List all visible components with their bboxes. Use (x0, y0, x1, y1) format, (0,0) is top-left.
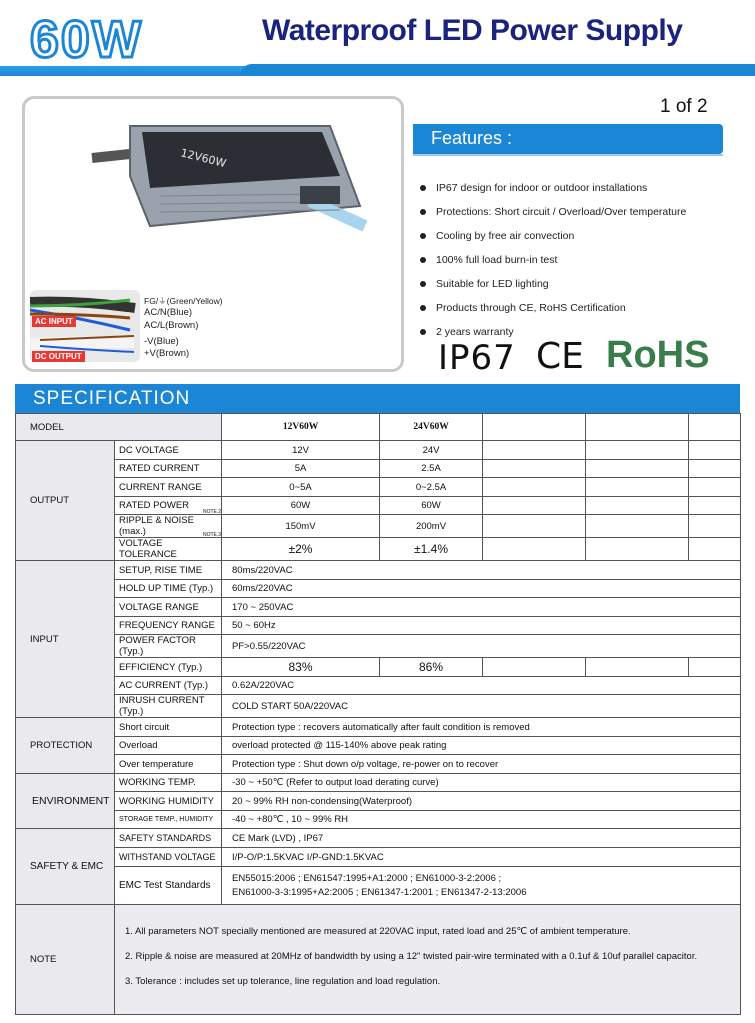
model-24v: 24V60W (380, 414, 483, 441)
table-row: EMC Test Standards EN55015:2006 ; EN61547:1995+A1:2000 ; EN61000-3-2:2006 ; EN61000-3-3:1995+A2:2005 ; EN61347-1:2001 ; EN61347-2-13:2006 (16, 867, 741, 905)
group-safety: SAFETY & EMC (16, 829, 115, 905)
table-row: HOLD UP TIME (Typ.) 60ms/220VAC (16, 580, 741, 598)
wattage-badge: 60W (30, 11, 143, 69)
table-row: RIPPLE & NOISE (max.) NOTE.2 150mV 200mV (16, 515, 741, 538)
group-note: NOTE (16, 905, 115, 1015)
wire-label-acl: AC/L(Brown) (144, 320, 199, 331)
ac-input-tag: AC INPUT (32, 316, 76, 327)
bullet-icon (420, 257, 426, 263)
features-divider (413, 154, 723, 156)
list-item: Products through CE, RoHS Certification (420, 296, 750, 320)
page-number: 1 of 2 (660, 96, 708, 117)
spec-title: SPECIFICATION (33, 388, 191, 409)
wire-label-pos: +V(Brown) (144, 348, 190, 359)
list-item: Protections: Short circuit / Overload/Over temperature (420, 200, 750, 224)
table-row: EFFICIENCY (Typ.) 83% 86% (16, 658, 741, 677)
table-row: CURRENT RANGE 0~5A 0~2.5A (16, 478, 741, 497)
header-tab-shape (240, 64, 755, 76)
wire-label-fg: FG/⏚(Green/Yellow) (144, 296, 223, 306)
table-row: WITHSTAND VOLTAGE I/P-O/P:1.5KVAC I/P-GND:1.5KVAC (16, 848, 741, 867)
features-list (420, 176, 750, 344)
table-row: RATED CURRENT 5A 2.5A (16, 460, 741, 478)
model-12v: 12V60W (222, 414, 380, 441)
table-row: VOLTAGE TOLERANCE NOTE.3 ±2% ±1.4% (16, 538, 741, 561)
group-output: OUTPUT (16, 441, 115, 561)
bullet-icon (420, 281, 426, 287)
power-supply-image (90, 116, 370, 236)
bullet-icon (420, 305, 426, 311)
note-item: 3. Tolerance : includes set up tolerance, line regulation and load regulation. (125, 975, 441, 987)
group-input: INPUT (16, 561, 115, 718)
note-item: 2. Ripple & noise are measured at 20MHz of bandwidth by using a 12" twisted pair-wire terminated with a 0.1uf & 10uf parallel capacitor. (125, 950, 698, 962)
bullet-icon (420, 209, 426, 215)
note-item: 1. All parameters NOT specially mentioned are measured at 220VAC input, rated load and 25℃ of ambient temperature. (125, 925, 631, 937)
features-title: Features : (431, 128, 513, 148)
table-row (16, 905, 741, 1015)
table-row: ENVIRONMENT WORKING TEMP. -30 ~ +50℃ (Refer to output load derating curve) (16, 774, 741, 792)
table-row: INRUSH CURRENT (Typ.) COLD START 50A/220VAC (16, 695, 741, 718)
wire-label-neg: -V(Blue) (144, 336, 179, 347)
case-label: 12V60W (179, 146, 228, 171)
table-row (16, 414, 741, 441)
table-row: STORAGE TEMP., HUMIDITY -40 ~ +80℃ , 10 ~ 99% RH (16, 811, 741, 829)
page-title: Waterproof LED Power Supply (262, 14, 683, 47)
table-row: POWER FACTOR (Typ.) PF>0.55/220VAC (16, 635, 741, 658)
group-environment: ENVIRONMENT (16, 774, 115, 829)
spec-table (15, 413, 741, 1015)
ce-logo: CE (536, 336, 584, 377)
table-row: FREQUENCY RANGE 50 ~ 60Hz (16, 617, 741, 635)
list-item: Cooling by free air convection (420, 224, 750, 248)
spec-header (15, 384, 740, 413)
table-row: VOLTAGE RANGE 170 ~ 250VAC (16, 598, 741, 617)
table-row: AC CURRENT (Typ.) 0.62A/220VAC (16, 677, 741, 695)
ip67-logo: IP67 (438, 338, 516, 378)
list-item: Suitable for LED lighting (420, 272, 750, 296)
table-row: SAFETY & EMC SAFETY STANDARDS CE Mark (LVD) , IP67 (16, 829, 741, 848)
list-item: 2 years warranty (420, 320, 750, 344)
dc-output-tag: DC OUTPUT (32, 351, 85, 362)
bullet-icon (420, 233, 426, 239)
bullet-icon (420, 329, 426, 335)
table-row: RATED POWER 60W 60W (16, 497, 741, 515)
wire-label-acn: AC/N(Blue) (144, 307, 193, 318)
group-protection: PROTECTION (16, 718, 115, 774)
list-item: IP67 design for indoor or outdoor installations (420, 176, 750, 200)
rohs-logo: RoHS (606, 334, 710, 376)
table-row: OUTPUT DC VOLTAGE 12V 24V (16, 441, 741, 460)
list-item: 100% full load burn-in test (420, 248, 750, 272)
features-header (413, 124, 723, 154)
table-row: INPUT SETUP, RISE TIME 80ms/220VAC (16, 561, 741, 580)
table-row: WORKING HUMIDITY 20 ~ 99% RH non-condensing(Waterproof) (16, 792, 741, 811)
table-row: Overload overload protected @ 115-140% above peak rating (16, 737, 741, 755)
table-row: Over temperature Protection type : Shut down o/p voltage, re-power on to recover (16, 755, 741, 774)
bullet-icon (420, 185, 426, 191)
notes-cell (115, 905, 741, 1015)
table-row: PROTECTION Short circuit Protection type : recovers automatically after fault condition is removed (16, 718, 741, 737)
model-label: MODEL (16, 414, 222, 441)
